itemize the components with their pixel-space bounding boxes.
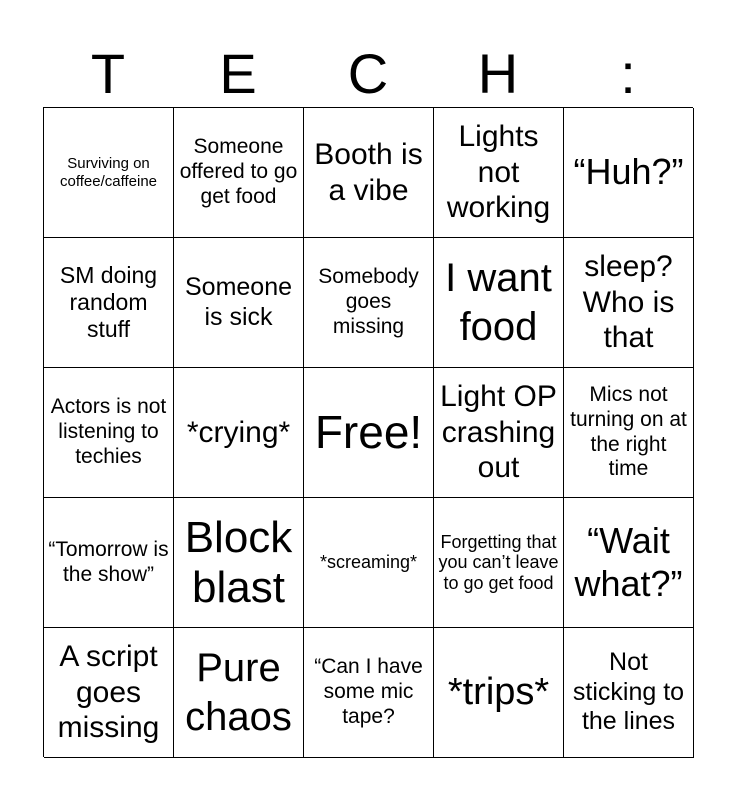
bingo-cell[interactable]: Surviving on coffee/caffeine	[44, 108, 174, 238]
bingo-cell[interactable]: “Huh?”	[564, 108, 694, 238]
bingo-cell[interactable]: A script goes missing	[44, 628, 174, 758]
bingo-cell[interactable]: sleep? Who is that	[564, 238, 694, 368]
card-header	[43, 40, 693, 108]
bingo-cell[interactable]: Someone is sick	[174, 238, 304, 368]
header-letter-t: T	[90, 42, 126, 105]
bingo-cell[interactable]: Mics not turning on at the right time	[564, 368, 694, 498]
header-letter-c: C	[347, 42, 389, 105]
bingo-cell[interactable]: Light OP crashing out	[434, 368, 564, 498]
bingo-cell[interactable]: Not sticking to the lines	[564, 628, 694, 758]
header-letter-e: E	[219, 42, 257, 105]
bingo-cell[interactable]: *trips*	[434, 628, 564, 758]
bingo-cell[interactable]: “Wait what?”	[564, 498, 694, 628]
bingo-cell[interactable]: Someone offered to go get food	[174, 108, 304, 238]
bingo-cell[interactable]: Block blast	[174, 498, 304, 628]
header-letter-h: H	[477, 42, 519, 105]
bingo-cell[interactable]: “Can I have some mic tape?	[304, 628, 434, 758]
bingo-cell[interactable]: *crying*	[174, 368, 304, 498]
bingo-cell[interactable]: Actors is not listening to techies	[44, 368, 174, 498]
header-letter-colon: :	[620, 42, 636, 105]
bingo-cell[interactable]: I want food	[434, 238, 564, 368]
bingo-cell[interactable]: *screaming*	[304, 498, 434, 628]
bingo-cell[interactable]: Forgetting that you can’t leave to go get food	[434, 498, 564, 628]
bingo-cell[interactable]: Free!	[304, 368, 434, 498]
bingo-cell[interactable]: Booth is a vibe	[304, 108, 434, 238]
bingo-grid	[43, 107, 693, 757]
bingo-cell[interactable]: SM doing random stuff	[44, 238, 174, 368]
bingo-cell[interactable]: Pure chaos	[174, 628, 304, 758]
bingo-cell[interactable]: “Tomorrow is the show”	[44, 498, 174, 628]
bingo-cell[interactable]: Somebody goes missing	[304, 238, 434, 368]
bingo-cell[interactable]: Lights not working	[434, 108, 564, 238]
